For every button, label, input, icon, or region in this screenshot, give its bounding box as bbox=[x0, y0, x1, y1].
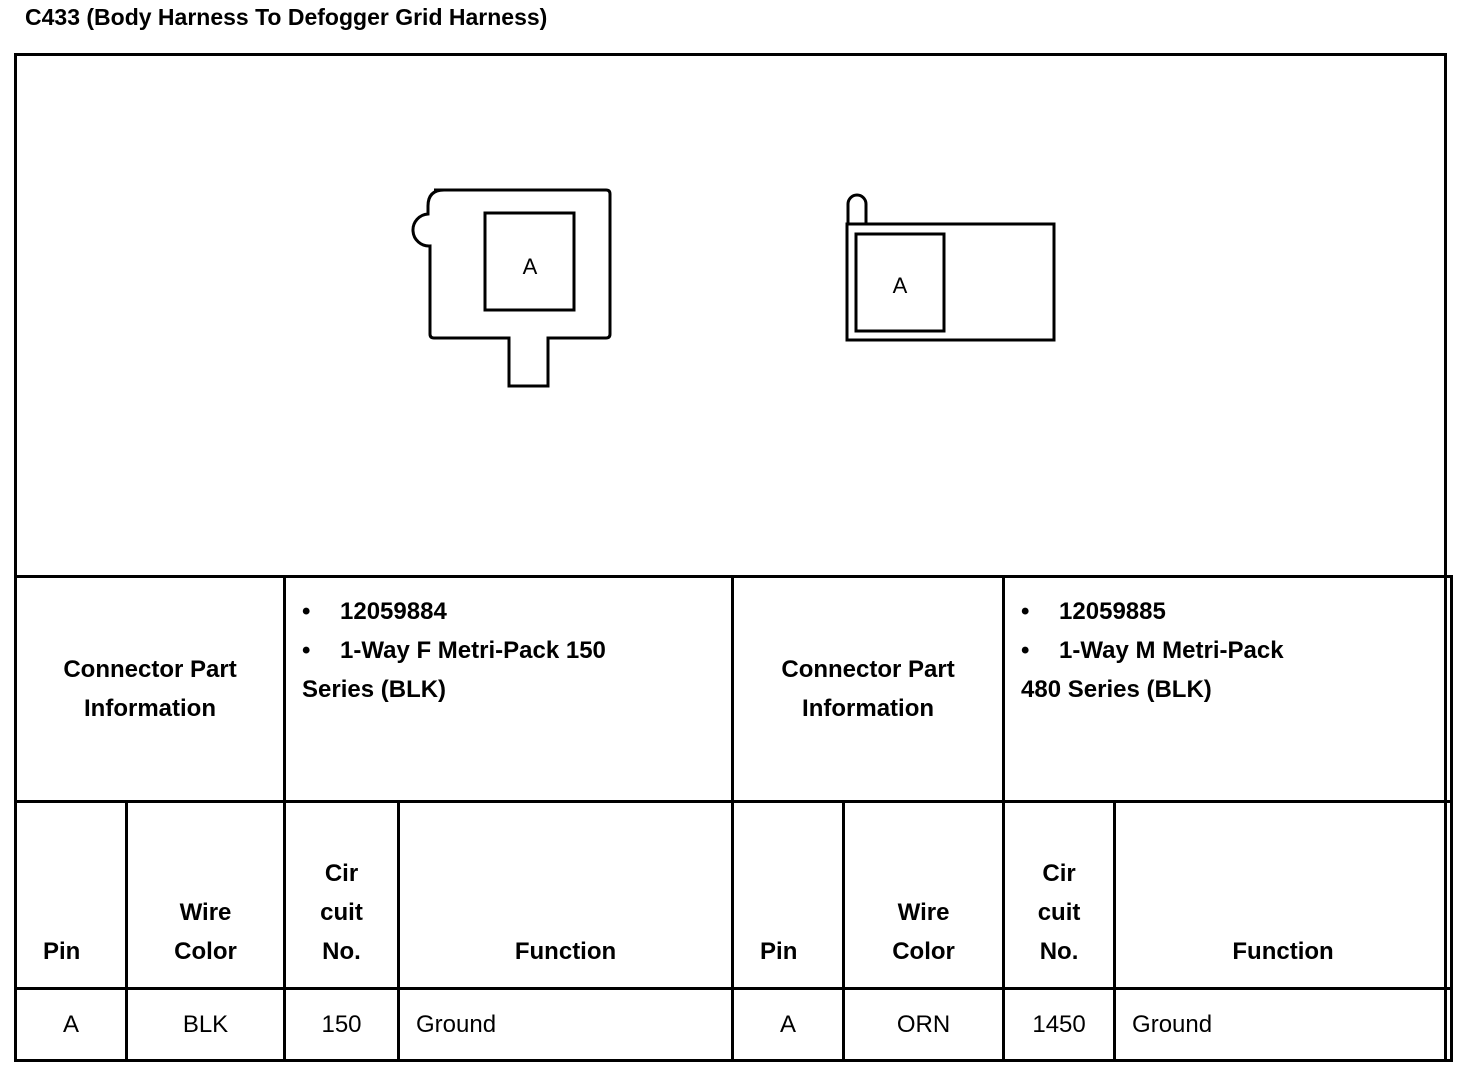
circuit-cell: 1450 bbox=[1004, 989, 1115, 1061]
header-row bbox=[16, 802, 1452, 989]
circuit-header: Cir cuit No. bbox=[1004, 802, 1115, 989]
connector-table bbox=[14, 575, 1453, 1062]
cavity-a-label: A bbox=[892, 273, 908, 298]
female-connector-view bbox=[413, 190, 610, 386]
part-number: 12059884 bbox=[340, 598, 447, 625]
part-info-row bbox=[16, 577, 1452, 802]
bullet: • bbox=[1021, 637, 1030, 664]
wire-color-header: Wire Color bbox=[844, 802, 1004, 989]
connector-diagram bbox=[14, 56, 1447, 576]
table-row bbox=[16, 989, 1452, 1061]
wire-color-cell: BLK bbox=[127, 989, 285, 1061]
pin-header: Pin bbox=[16, 802, 127, 989]
connector-part-info-label: Connector Part Information bbox=[733, 577, 1004, 802]
part-description: 1-Way M Metri-Pack bbox=[1059, 637, 1284, 664]
connector-part-info-label: Connector Part Information bbox=[16, 577, 285, 802]
function-header: Function bbox=[1115, 802, 1452, 989]
function-cell: Ground bbox=[1115, 989, 1452, 1061]
bullet: • bbox=[302, 637, 311, 664]
function-cell: Ground bbox=[399, 989, 733, 1061]
part-description: 1-Way F Metri-Pack 150 bbox=[340, 637, 606, 664]
pin-cell: A bbox=[733, 989, 844, 1061]
part-description-cont: Series (BLK) bbox=[302, 676, 447, 703]
bullet: • bbox=[1021, 598, 1030, 625]
pin-cell: A bbox=[16, 989, 127, 1061]
circuit-cell: 150 bbox=[285, 989, 399, 1061]
part-description-cont: 480 Series (BLK) bbox=[1021, 676, 1212, 703]
circuit-header: Cir cuit No. bbox=[285, 802, 399, 989]
pin-header: Pin bbox=[733, 802, 844, 989]
cavity-a-label: A bbox=[522, 254, 538, 279]
wire-color-header: Wire Color bbox=[127, 802, 285, 989]
wire-color-cell: ORN bbox=[844, 989, 1004, 1061]
connector-part-info-1 bbox=[285, 577, 733, 802]
connector-part-info-2 bbox=[1004, 577, 1452, 802]
function-header: Function bbox=[399, 802, 733, 989]
page-title: C433 (Body Harness To Defogger Grid Harness) bbox=[25, 4, 548, 30]
part-number: 12059885 bbox=[1059, 598, 1166, 625]
male-connector-view bbox=[847, 195, 1054, 340]
bullet: • bbox=[302, 598, 311, 625]
